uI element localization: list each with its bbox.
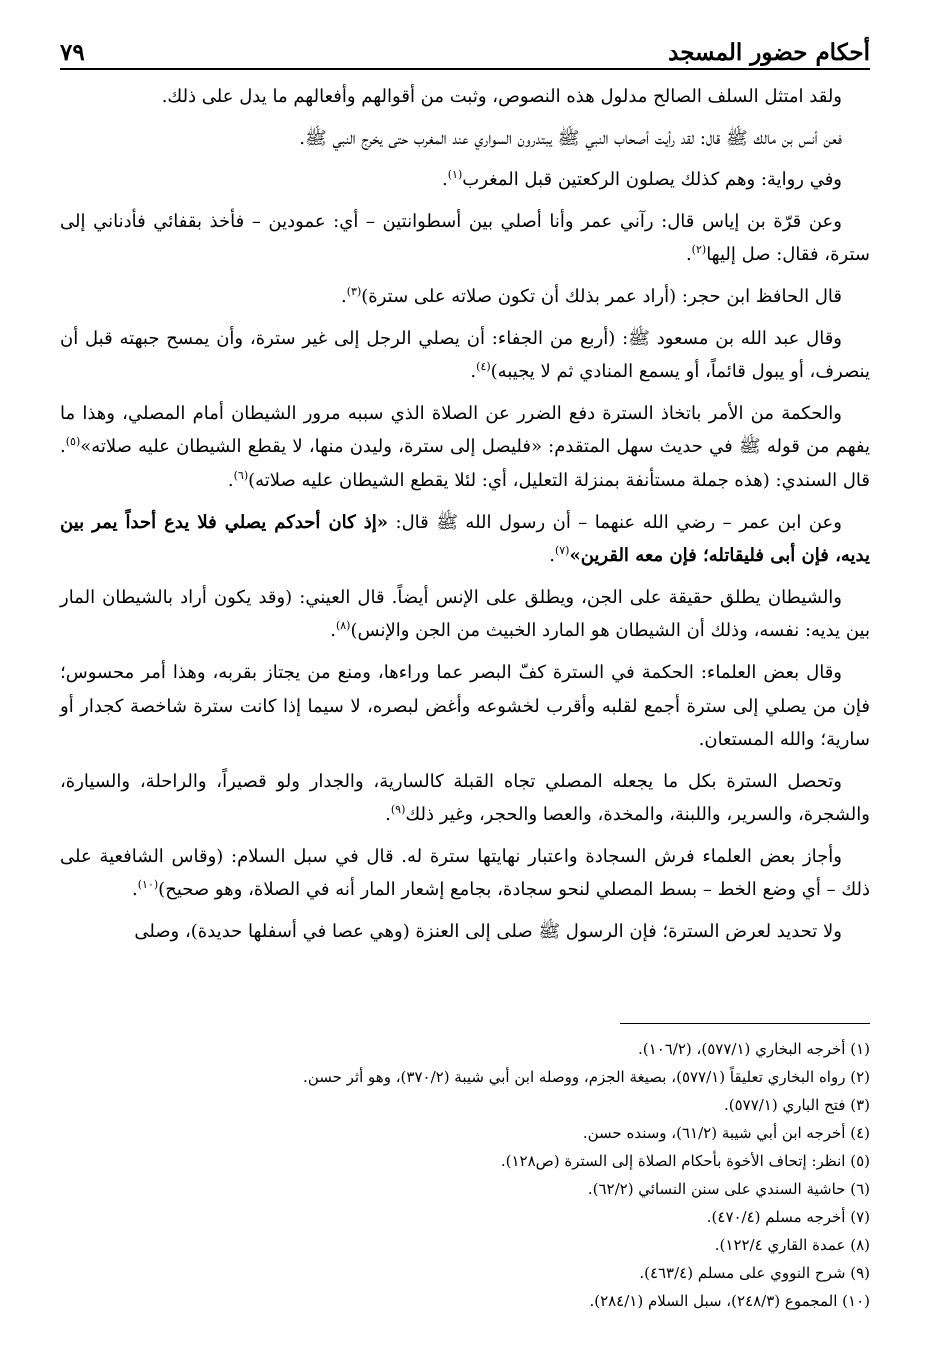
footnote: (٩) شرح النووي على مسلم (٤٦٣/٤). xyxy=(639,1264,870,1282)
paragraph xyxy=(60,80,870,114)
footnote: (٦) حاشية السندي على سنن النسائي (٦٢/٢). xyxy=(587,1180,870,1198)
book-page xyxy=(60,30,870,1350)
paragraph xyxy=(60,915,870,949)
paragraph-text: والشيطان يطلق حقيقة على الجن، ويطلق على الإنس أيضاً. قال العيني: (وقد يكون أراد بالشيطان المار بين يديه: نفسه، وذلك أن الشيطان هو المارد الخبيث من الجن والإنس) xyxy=(60,586,870,642)
footnote: (٤) أخرجه ابن أبي شيبة (٦١/٢)، وسنده حسن. xyxy=(582,1124,870,1142)
footnote-ref: (٥) xyxy=(65,435,81,449)
footnote-ref: (٧) xyxy=(554,544,570,558)
paragraph-text: والحكمة من الأمر باتخاذ السترة دفع الضرر عن الصلاة الذي سببه مرور الشيطان أمام المصلي، وهذا ما يفهم من قوله ﷺ في حديث سهل المتقدم: «فليصل إلى سترة، وليدن منها، لا يقطع الشيطان عليه صلاته» xyxy=(60,402,870,458)
paragraph: وعن قرّة بن إياس قال: رآني عمر وأنا أصلي بين أسطوانتين – أي: عمودين – فأخذ بقفائي فأدناني إلى سترة، فقال: صل إليها$^{(٢)}$. xyxy=(60,210,870,266)
running-header xyxy=(60,30,870,70)
hadith-quote: «إذ كان أحدكم يصلي فلا يدع أحداً يمر بين يديه، فإن أبى فليقاتله؛ فإن معه القرين» xyxy=(60,511,870,567)
footnote: (٥) انظر: إتحاف الأخوة بأحكام الصلاة إلى السترة (ص١٢٨). xyxy=(500,1152,870,1170)
paragraph-text: وقال عبد الله بن مسعود ﷺ: (أربع من الجفاء: أن يصلي الرجل إلى غير سترة، وأن يمسح جبهته قبل أن ينصرف، أو يبول قائماً، أو يسمع المنادي ثم لا يجيبه) xyxy=(60,327,870,383)
paragraph-text: قال الحافظ ابن حجر: (أراد عمر بذلك أن تكون صلاته على سترة) xyxy=(361,285,842,307)
paragraph-text: وقال بعض العلماء: الحكمة في السترة كفّ البصر عما وراءها، ومنع من يجتاز بقربه، وهذا أمر محسوس؛ فإن من يصلي إلى سترة أجمع لقلبه وأقرب لخشوعه وأغض لبصره، لا سيما إذا كانت سترة شاخصة كجدار أو سارية؛ والله المستعان. xyxy=(60,661,870,751)
footnote-ref: (٨) xyxy=(335,619,351,633)
paragraph: وعن ابن عمر – رضي الله عنهما – أن رسول الله ﷺ قال: «إذ كان أحدكم يصلي فلا يدع أحداً يمر بين يديه، فإن أبى فليقاتله؛ فإن معه القرين»$^{(٧)}$. xyxy=(60,511,870,567)
paragraph-text: وعن قرّة بن إياس قال: رآني عمر وأنا أصلي بين أسطوانتين – أي: عمودين – فأخذ بقفائي فأدناني إلى سترة، فقال: صل إليها xyxy=(60,210,870,266)
page-number: ٧٩ xyxy=(60,39,85,66)
paragraph: والشيطان يطلق حقيقة على الجن، ويطلق على الإنس أيضاً. قال العيني: (وقد يكون أراد بالشيطان المار بين يديه: نفسه، وذلك أن الشيطان هو المارد الخبيث من الجن والإنس)$^{(٨)}$. xyxy=(60,586,870,642)
footnote: (٢) رواه البخاري تعليقاً (٥٧٧/١)، بصيغة الجزم، ووصله ابن أبي شيبة (٣٧٠/٢)، وهو أثر حسن. xyxy=(303,1068,870,1086)
chapter-title: أحكام حضور المسجد xyxy=(668,39,870,66)
paragraph xyxy=(60,122,870,156)
paragraph-text: وأجاز بعض العلماء فرش السجادة واعتبار نهايتها سترة له. قال في سبل السلام: (وقاس الشافعية على ذلك – أي وضع الخط – بسط المصلي لنحو سجادة، بجامع إشعار المار أنه في الصلاة، وهو صحيح) xyxy=(60,845,870,901)
footnote-ref: (١٠) xyxy=(137,878,159,892)
footnote: (٧) أخرجه مسلم (٤٧٠/٤). xyxy=(706,1208,870,1226)
footnote: (١٠) المجموع (٢٤٨/٣)، سبل السلام (٢٨٤/١). xyxy=(589,1292,870,1310)
footnote-ref: (٤) xyxy=(476,360,491,374)
paragraph: وتحصل السترة بكل ما يجعله المصلي تجاه القبلة كالسارية، والجدار ولو قصيراً، والراحلة، والسيارة، والشجرة، والسرير، واللبنة، والمخدة، والعصا والحجر، وغير ذلك$^{(٩)}$. xyxy=(60,770,870,826)
paragraph-text: . قال السندي: (هذه جملة مستأنفة بمنزلة التعليل، أي: لئلا يقطع الشيطان عليه صلاته) xyxy=(60,436,870,491)
paragraph-text: وفي رواية: وهم كذلك يصلون الركعتين قبل المغرب xyxy=(462,169,842,191)
footnote: (٨) عمدة القاري ١٢٢/٤). xyxy=(714,1236,870,1254)
paragraph: وأجاز بعض العلماء فرش السجادة واعتبار نهايتها سترة له. قال في سبل السلام: (وقاس الشافعية على ذلك – أي وضع الخط – بسط المصلي لنحو سجادة، بجامع إشعار المار أنه في الصلاة، وهو صحيح)$^{(١٠)}$. xyxy=(60,845,870,901)
footnote-ref: (٩) xyxy=(390,803,406,817)
main-text xyxy=(60,80,870,949)
paragraph-text: ولا تحديد لعرض السترة؛ فإن الرسول ﷺ صلى إلى العنزة (وهي عصا في أسفلها حديدة)، وصلى xyxy=(134,921,842,943)
paragraph-text: فعن أنس بن مالك ﷺ قال: لقد رأيت أصحاب النبي ﷺ يبتدرون السواري عند المغرب حتى يخرج النبي ﷺ. xyxy=(299,127,842,149)
footnote: (١) أخرجه البخاري (٥٧٧/١)، (١٠٦/٢). xyxy=(638,1040,870,1058)
paragraph: قال الحافظ ابن حجر: (أراد عمر بذلك أن تكون صلاته على سترة)$^{(٣)}$. xyxy=(341,284,842,307)
paragraph-text: وعن ابن عمر – رضي الله عنهما – أن رسول الله ﷺ قال: xyxy=(395,511,842,533)
footnote-ref: (٣) xyxy=(346,284,362,298)
footnote-ref: (١) xyxy=(447,168,463,182)
footnote-ref: (٦) xyxy=(233,468,249,482)
paragraph-text: وتحصل السترة بكل ما يجعله المصلي تجاه القبلة كالسارية، والجدار ولو قصيراً، والراحلة، والسيارة، والشجرة، والسرير، واللبنة، والمخدة، والعصا والحجر، وغير ذلك xyxy=(60,770,870,826)
paragraph: وفي رواية: وهم كذلك يصلون الركعتين قبل المغرب$^{(١)}$. xyxy=(442,168,842,191)
paragraph xyxy=(60,656,870,757)
footnotes xyxy=(60,1035,870,1315)
footnote-separator xyxy=(620,1023,870,1024)
paragraph-text: ولقد امتثل السلف الصالح مدلول هذه النصوص، وثبت من أقوالهم وأفعالهم ما يدل على ذلك. xyxy=(161,86,842,107)
footnote-ref: (٢) xyxy=(691,243,707,257)
footnote: (٣) فتح الباري (٥٧٧/١). xyxy=(723,1096,870,1114)
paragraph: وقال عبد الله بن مسعود ﷺ: (أربع من الجفاء: أن يصلي الرجل إلى غير سترة، وأن يمسح جبهته قبل أن ينصرف، أو يبول قائماً، أو يسمع المنادي ثم لا يجيبه)$^{(٤)}$. xyxy=(60,327,870,383)
paragraph: والحكمة من الأمر باتخاذ السترة دفع الضرر عن الصلاة الذي سببه مرور الشيطان أمام المصلي، وهذا ما يفهم من قوله ﷺ في حديث سهل المتقدم: «فليصل إلى سترة، وليدن منها، لا يقطع الشيطان عليه صلاته»$^{(٥)}$. قال السندي: (هذه جملة مستأنفة بمنزلة التعليل، أي: لئلا يقطع الشيطان عليه صلاته)$^{(٦)}$. xyxy=(60,402,870,491)
